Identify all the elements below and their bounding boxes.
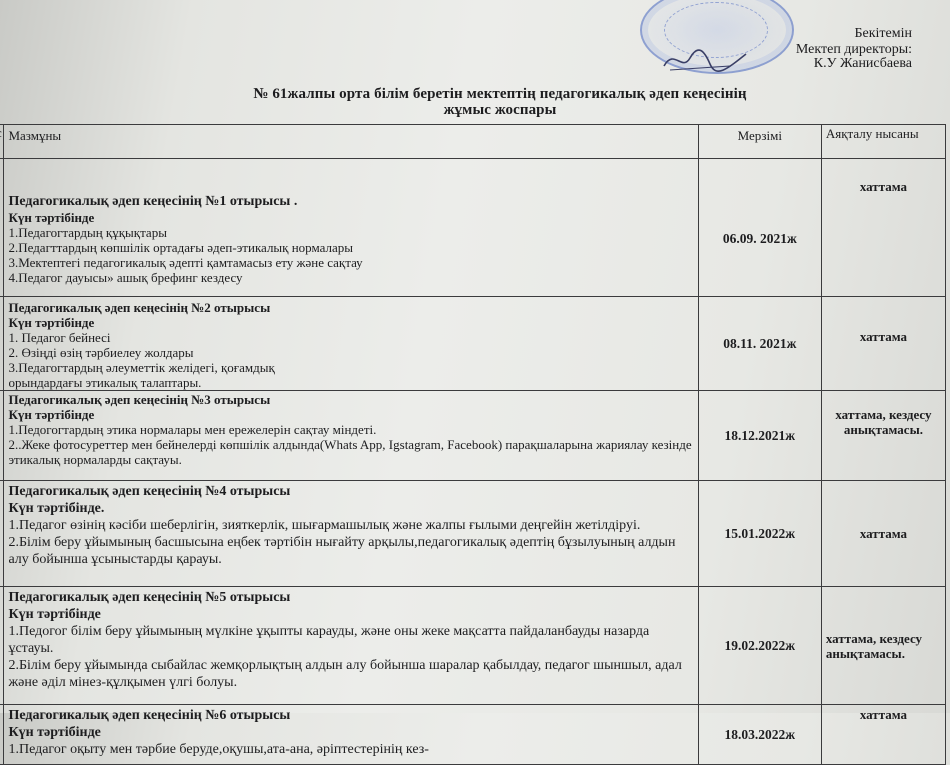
- agenda-heading: Күн тәртібінде: [8, 315, 95, 330]
- agenda-item: 4.Педагог дауысы» ашық брефинг кездесу: [8, 270, 243, 285]
- table-header-row: [0, 125, 946, 159]
- meeting-title: Педагогикалық әдеп кеңесінің №5 отырысы: [8, 590, 291, 605]
- agenda-item: 2. Өзіңді өзің тәрбиелеу жолдары: [8, 345, 194, 360]
- agenda-item: 2..Жеке фотосуреттер мен бейнелерді көпшілік алдында(Whats App, Igstagram, Facebook) парақшаларына жариялау кезінде этикалық нормаларды сақтауы.: [8, 437, 692, 467]
- approval-block: [700, 6, 930, 71]
- approval-line-1: Бекітемін: [854, 26, 912, 41]
- header-content: Мазмұны: [4, 125, 698, 159]
- agenda-item: 1.Педагог оқыту мен тәрбие беруде,оқушы,ата-ана, әріптестерінің кез-: [8, 742, 429, 757]
- header-date: Мерзімі: [698, 125, 821, 159]
- header-form: Аяқталу нысаны: [821, 125, 945, 159]
- meeting-date: 18.03.2022ж: [698, 705, 821, 765]
- table-row: [0, 587, 946, 705]
- agenda-heading: Күн тәртібінде: [8, 607, 101, 622]
- agenda-heading: Күн тәртібінде: [8, 210, 95, 225]
- title-line-2: жұмыс жоспары: [443, 102, 557, 118]
- agenda-item: 2.Педагттардың көпшілік ортадағы әдеп-этикалық нормалары: [8, 240, 354, 255]
- approval-line-3: К.У Жанисбаева: [813, 56, 912, 71]
- agenda-heading: Күн тәртібінде: [8, 725, 101, 740]
- agenda-item: 1.Педогогтардың этика нормалары мен ережелерін сақтау міндеті.: [8, 422, 377, 437]
- completion-form: хаттама: [821, 159, 945, 297]
- meeting-date: 06.09. 2021ж: [698, 159, 821, 297]
- completion-form: хаттама: [821, 297, 945, 391]
- agenda-item: 2.Білім беру ұйымында сыбайлас жемқорлықтың алдын алу бойынша шаралар қабылдау, педагог шыншыл, адал және әділ мінез-құлқымен үлгі болуы.: [8, 658, 682, 690]
- completion-form: хаттама, кездесу анықтамасы.: [821, 391, 945, 481]
- meeting-title: Педагогикалық әдеп кеңесінің №1 отырысы .: [8, 194, 298, 209]
- completion-form: хаттама: [821, 705, 945, 765]
- agenda-item: 2.Білім беру ұйымының басшысына еңбек тәртібін нығайту арқылы,педагогикалық әдептің бұзылуының алдын алу бойынша ұсыныстарды қарауы.: [8, 535, 676, 567]
- table-row: [0, 159, 946, 297]
- meeting-date: 18.12.2021ж: [698, 391, 821, 481]
- table-row: [0, 481, 946, 587]
- agenda-item: 1.Педогог білім беру ұйымының мүлкіне ұқыпты карауды, және оны жеке мақсатта пайдаланбауды назарда ұстауы.: [8, 624, 650, 656]
- meeting-title: Педагогикалық әдеп кеңесінің №3 отырысы: [8, 392, 271, 407]
- table-row: [0, 705, 946, 765]
- meeting-date: 15.01.2022ж: [698, 481, 821, 587]
- agenda-item: 1.Педагог өзінің кәсіби шеберлігін, зияткерлік, шығармашылық және жалпы ғылыми деңгейін жетілдіруі.: [8, 518, 641, 533]
- agenda-heading: Күн тәртібінде: [8, 407, 95, 422]
- agenda-item: 1.Педагогтардың құқықтары: [8, 225, 167, 240]
- approval-line-2: Мектеп директоры:: [795, 42, 912, 57]
- meeting-date: 08.11. 2021ж: [698, 297, 821, 391]
- document-title: [60, 86, 940, 118]
- meeting-title: Педагогикалық әдеп кеңесінің №4 отырысы: [8, 484, 291, 499]
- completion-form: хаттама: [821, 481, 945, 587]
- completion-form: хаттама, кездесу анықтамасы.: [821, 587, 945, 705]
- agenda-item: орындардағы этикалық талаптары.: [8, 375, 202, 390]
- table-row: [0, 391, 946, 481]
- work-plan-table: [0, 124, 946, 765]
- meeting-title: Педагогикалық әдеп кеңесінің №2 отырысы: [8, 300, 271, 315]
- table-row: [0, 297, 946, 391]
- agenda-item: 3.Педагогтардың әлеуметтік желідегі, қоғамдық: [8, 360, 275, 375]
- meeting-date: 19.02.2022ж: [698, 587, 821, 705]
- agenda-item: 3.Мектептегі педагогикалық әдепті қамтамасыз ету және сақтау: [8, 255, 363, 270]
- agenda-item: 1. Педагог бейнесі: [8, 330, 111, 345]
- title-line-1: № 61жалпы орта білім беретін мектептің педагогикалық әдеп кеңесінің: [253, 86, 747, 102]
- meeting-title: Педагогикалық әдеп кеңесінің №6 отырысы: [8, 708, 291, 723]
- agenda-heading: Күн тәртібінде.: [8, 501, 105, 516]
